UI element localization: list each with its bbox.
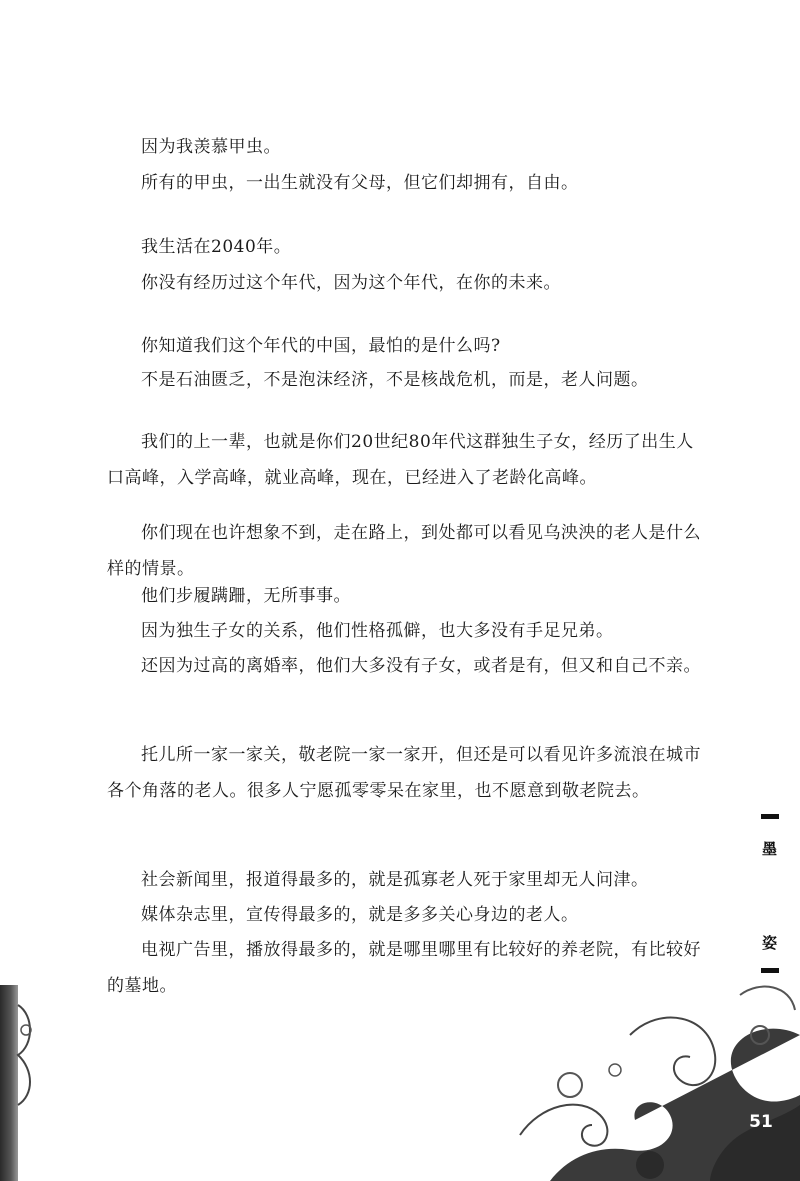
bracket-bottom	[761, 968, 779, 973]
paragraph-13: 社会新闻里，报道得最多的，就是孤寡老人死于家里却无人问津。	[141, 870, 649, 890]
bracket-top	[761, 814, 779, 819]
page-number: 51	[749, 1112, 773, 1132]
paragraph-11: 还因为过高的离婚率，他们大多没有子女，或者是有，但又和自己不亲。	[141, 656, 701, 676]
paragraph-6: 不是石油匮乏，不是泡沫经济，不是核战危机，而是，老人问题。	[141, 370, 649, 390]
side-label-top: 墨	[762, 840, 778, 858]
left-edge-swirl	[0, 985, 40, 1181]
paragraph-10: 因为独生子女的关系，他们性格孤僻，也大多没有手足兄弟。	[141, 621, 614, 641]
paragraph-4: 你没有经历过这个年代，因为这个年代，在你的未来。	[141, 273, 561, 293]
swirl-decoration	[510, 975, 800, 1181]
paragraph-1: 因为我羡慕甲虫。	[141, 137, 281, 157]
paragraph-8: 你们现在也许想象不到，走在路上，到处都可以看见乌泱泱的老人是什么样的情景。	[107, 523, 701, 579]
paragraph-12: 托儿所一家一家关，敬老院一家一家开，但还是可以看见许多流浪在城市各个角落的老人。很多人宁愿孤零零呆在家里，也不愿意到敬老院去。	[107, 745, 701, 801]
paragraph-2: 所有的甲虫，一出生就没有父母，但它们却拥有，自由。	[141, 173, 579, 193]
paragraph-5: 你知道我们这个年代的中国，最怕的是什么吗?	[141, 336, 501, 356]
side-label-bottom: 姿	[762, 934, 778, 952]
paragraph-7: 我们的上一辈，也就是你们20世纪80年代这群独生子女，经历了出生人口高峰，入学高峰，就业高峰，现在，已经进入了老龄化高峰。	[107, 432, 694, 488]
paragraph-9: 他们步履蹒跚，无所事事。	[141, 586, 351, 606]
paragraph-14: 媒体杂志里，宣传得最多的，就是多多关心身边的老人。	[141, 905, 579, 925]
paragraph-15: 电视广告里，播放得最多的，就是哪里哪里有比较好的养老院，有比较好的墓地。	[107, 940, 701, 996]
paragraph-3: 我生活在2040年。	[141, 237, 292, 257]
book-title-sidebar	[757, 810, 783, 980]
